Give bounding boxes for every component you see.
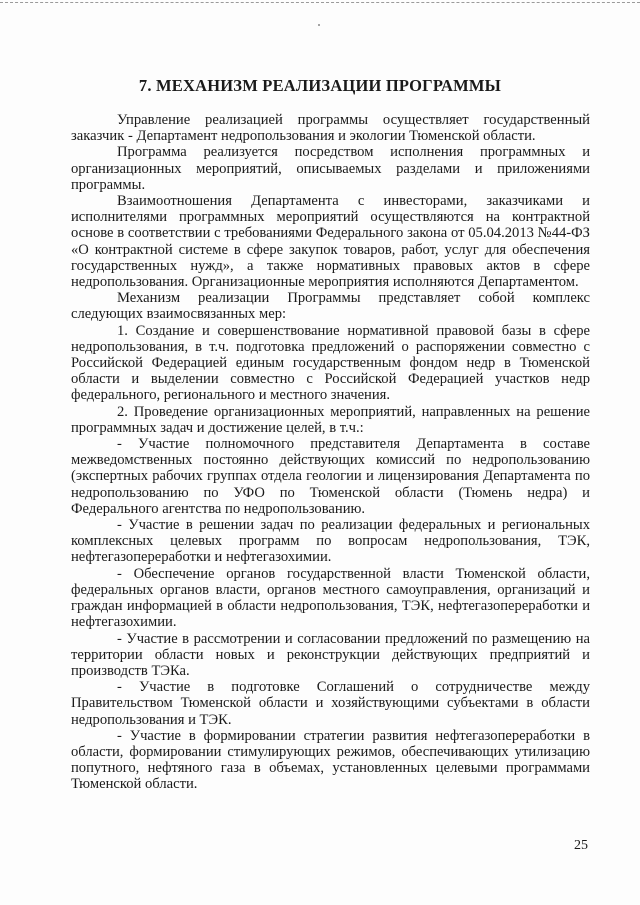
list-item-commissions: - Участие полномочного представителя Департамента в составе межведомственных постоянно действующих комиссий по недропользованию (экспертных рабочих группах отдела геологии и лицензирования Департамента по недропользованию по УФО по Тюменской области (Тюмень недра) и Федерального агентства по недропользованию. [71, 436, 590, 517]
page-top-edge [0, 2, 640, 3]
list-item-strategy: - Участие в формировании стратегии развития нефтегазопереработки в области, формировании стимулирующих режимов, обеспечивающих утилизацию попутного, нефтяного газа в объемах, установленных целевыми программами Тюменской области. [71, 727, 590, 793]
list-item-target-programs: - Участие в решении задач по реализации федеральных и региональных комплексных целевых программ по вопросам недропользования, ТЭК, нефтегазопереработки и нефтегазохимии. [71, 517, 590, 566]
paragraph-program-execution: Программа реализуется посредством исполнения программных и организационных мероприятий, описываемых разделами и приложениями программы. [71, 144, 590, 193]
section-title: 7. МЕХАНИЗМ РЕАЛИЗАЦИИ ПРОГРАММЫ [138, 76, 502, 95]
paragraph-measure-1: 1. Создание и совершенствование нормативной правовой базы в сфере недропользования, в т.ч. подготовка предложений о распоряжении совместно с Российской Федерацией единым государственным фондом недр в Тюменской области и выделении совместно с Российской Федерацией участков недр федерального, регионального и местного значения. [71, 322, 590, 404]
document-body [71, 112, 590, 793]
list-item-enterprise-placement: - Участие в рассмотрении и согласовании предложений по размещению на территории области новых и реконструкции действующих предприятий и производств ТЭКа. [71, 630, 590, 679]
paragraph-relations: Взаимоотношения Департамента с инвесторами, заказчиками и исполнителями программных мероприятий осуществляются на контрактной основе в соответствии с требованиями Федерального закона от 05.04.2013 №44-ФЗ «О контрактной системе в сфере закупок товаров, работ, услуг для обеспечения государственных нужд», а также нормативных правовых актов в сфере недропользования. Организационные мероприятия исполняются Департаментом. [71, 193, 590, 291]
paragraph-measure-2: 2. Проведение организационных мероприятий, направленных на решение программных задач и достижение целей, в т.ч.: [71, 403, 590, 436]
scan-speck [318, 24, 320, 26]
list-item-agreements: - Участие в подготовке Соглашений о сотрудничестве между Правительством Тюменской области и хозяйствующими субъектами в области недропользования и ТЭК. [71, 679, 590, 728]
page-number: 25 [574, 838, 588, 853]
list-item-information: - Обеспечение органов государственной власти Тюменской области, федеральных органов власти, органов местного самоуправления, организаций и граждан информацией в области недропользования, ТЭК, нефтегазопереработки и нефтегазохимии. [71, 565, 590, 631]
paragraph-management: Управление реализацией программы осуществляет государственный заказчик - Департамент недропользования и экологии Тюменской области. [71, 112, 590, 145]
paragraph-mechanism-intro: Механизм реализации Программы представляет собой комплекс следующих взаимосвязанных мер: [71, 290, 590, 323]
